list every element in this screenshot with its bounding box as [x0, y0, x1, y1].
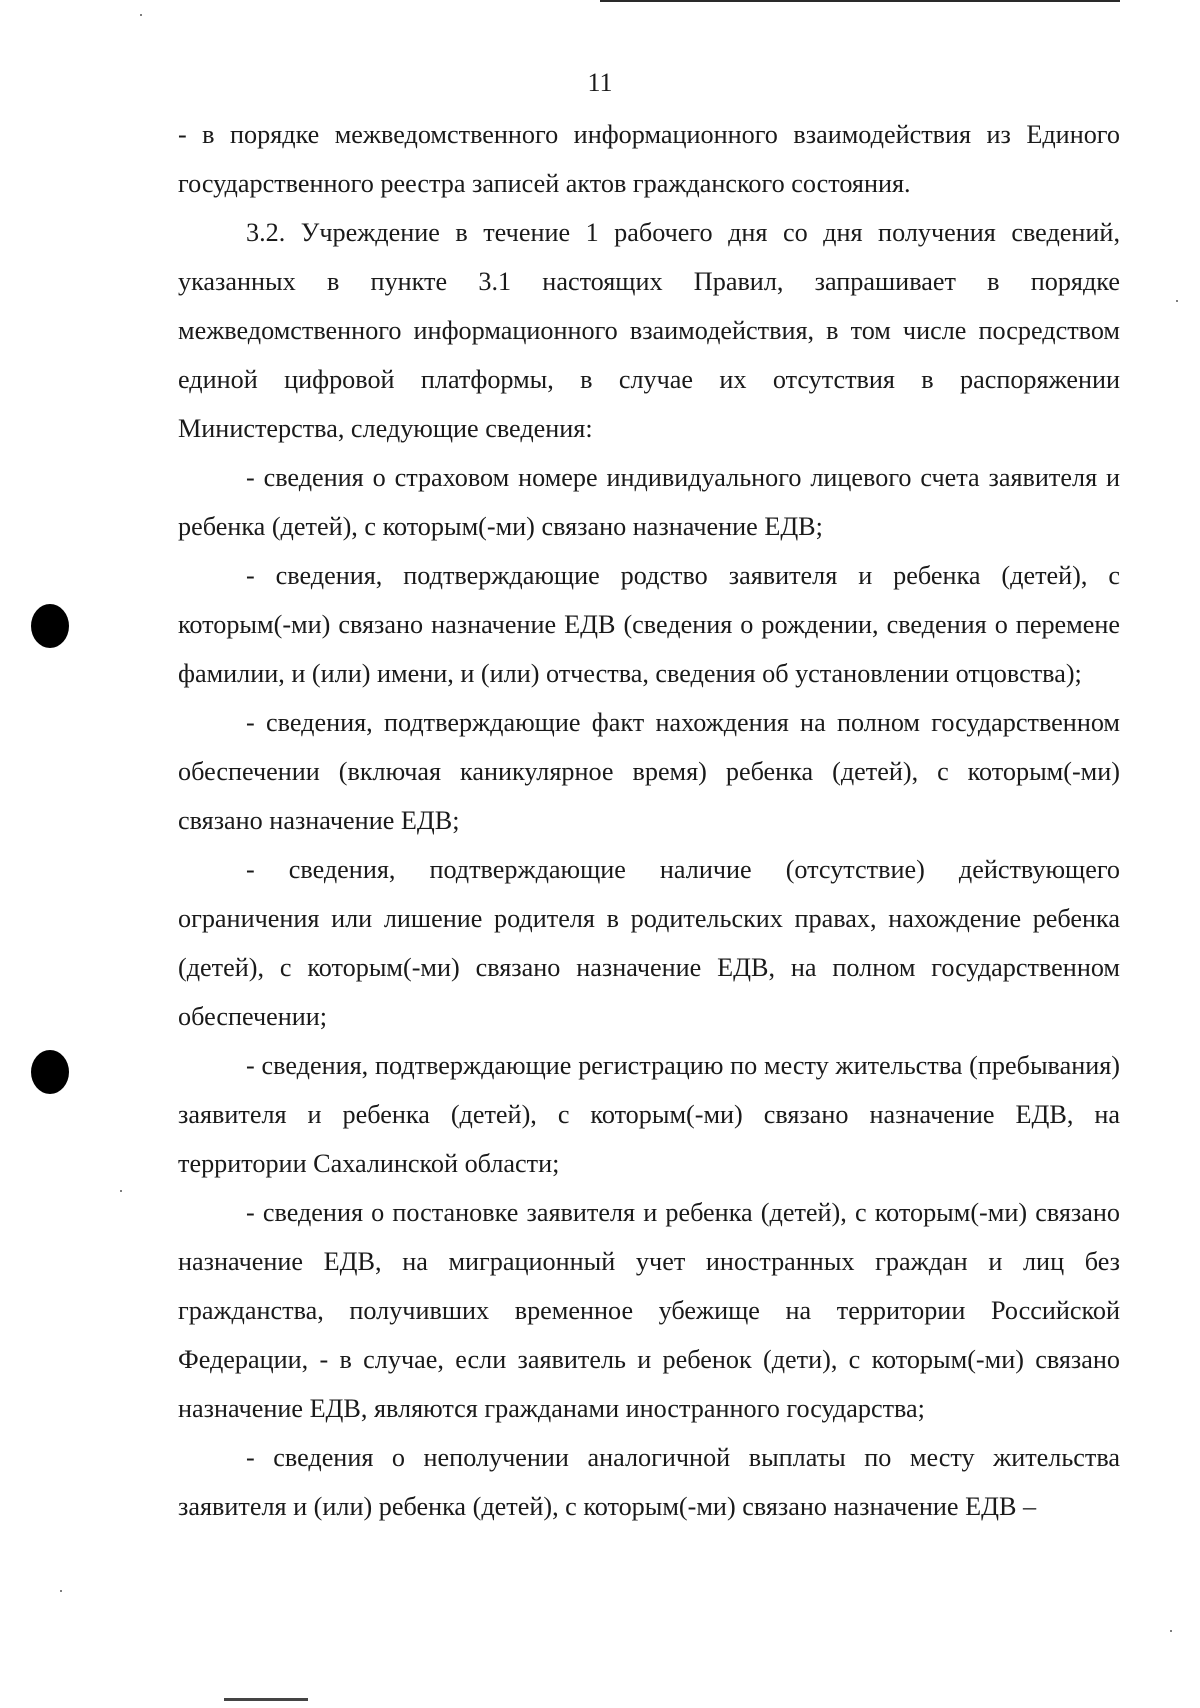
scan-speck — [120, 1190, 122, 1192]
scan-bottom-mark — [224, 1698, 308, 1701]
paragraph-item-state-support: - сведения, подтверждающие факт нахождения на полном государственном обеспечении (включая каникулярное время) ребенка (детей), с которым(-ми) связано назначение ЕДВ; — [178, 708, 1120, 835]
document-body — [178, 110, 1120, 1531]
scan-top-edge-line — [600, 0, 1120, 2]
paragraph-item-kinship: - сведения, подтверждающие родство заявителя и ребенка (детей), с которым(-ми) связано назначение ЕДВ (сведения о рождении, сведения о перемене фамилии, и (или) имени, и (или) отчества, сведения об установлении отцовства); — [178, 561, 1120, 688]
scan-speck — [140, 14, 142, 16]
punch-hole-mark — [31, 1050, 69, 1094]
paragraph-3-2: 3.2. Учреждение в течение 1 рабочего дня со дня получения сведений, указанных в пункте 3.1 настоящих Правил, запрашивает в порядке межведомственного информационного взаимодействия, в том числе посредством единой цифровой платформы, в случае их отсутствия в распоряжении Министерства, следующие сведения: — [178, 218, 1120, 443]
punch-hole-mark — [31, 604, 69, 648]
paragraph-item-parental-rights: - сведения, подтверждающие наличие (отсутствие) действующего ограничения или лишение родителя в родительских правах, нахождение ребенка (детей), с которым(-ми) связано назначение ЕДВ, на полном государственном обеспечении; — [178, 855, 1120, 1031]
paragraph-item-non-receipt: - сведения о неполучении аналогичной выплаты по месту жительства заявителя и (или) ребенка (детей), с которым(-ми) связано назначение ЕДВ – — [178, 1443, 1120, 1521]
scan-speck — [1176, 300, 1178, 302]
scan-speck — [1170, 1630, 1172, 1632]
paragraph-item-civil-registry: - в порядке межведомственного информационного взаимодействия из Единого государственного реестра записей актов гражданского состояния. — [178, 120, 1120, 198]
paragraph-item-registration: - сведения, подтверждающие регистрацию по месту жительства (пребывания) заявителя и ребенка (детей), с которым(-ми) связано назначение ЕДВ, на территории Сахалинской области; — [178, 1051, 1120, 1178]
scan-speck — [60, 1590, 62, 1592]
paragraph-item-migration: - сведения о постановке заявителя и ребенка (детей), с которым(-ми) связано назначение ЕДВ, на миграционный учет иностранных граждан и лиц без гражданства, получивших временное убежище на территории Российской Федерации, - в случае, если заявитель и ребенок (дети), с которым(-ми) связано назначение ЕДВ, являются гражданами иностранного государства; — [178, 1198, 1120, 1423]
page-number: 11 — [587, 68, 613, 97]
paragraph-item-snils: - сведения о страховом номере индивидуального лицевого счета заявителя и ребенка (детей), с которым(-ми) связано назначение ЕДВ; — [178, 463, 1120, 541]
